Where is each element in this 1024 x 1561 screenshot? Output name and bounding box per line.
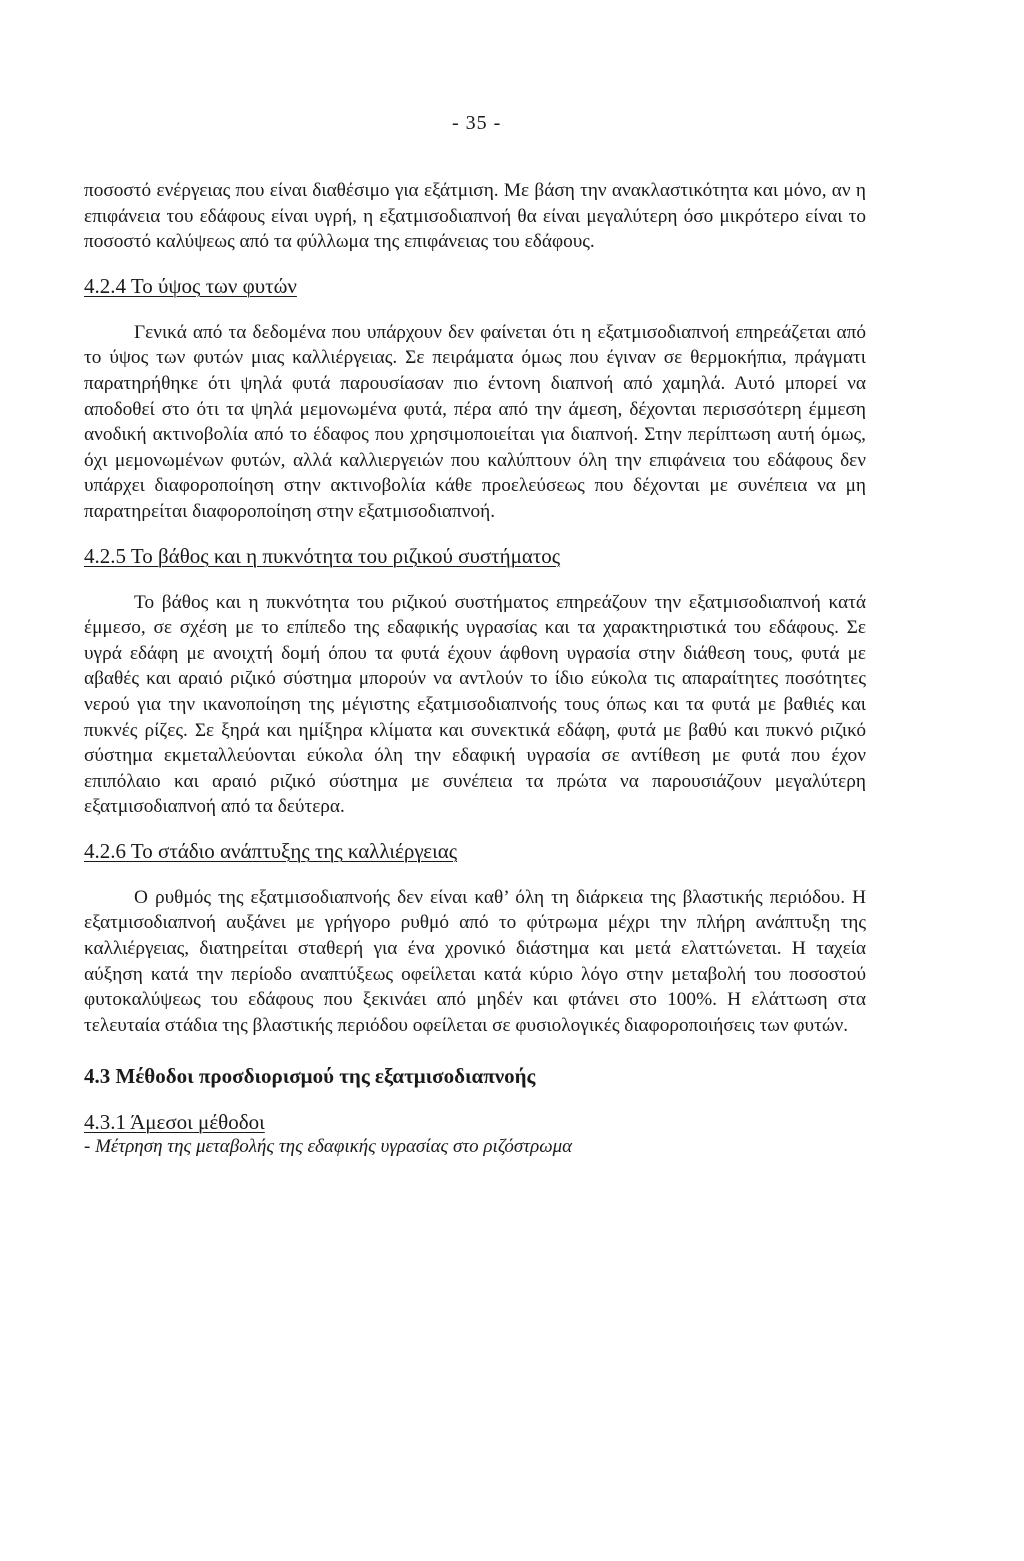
heading-4-3: 4.3 Μέθοδοι προσδιορισμού της εξατμισοδιαπνοής — [84, 1064, 536, 1089]
intro-paragraph: ποσοστό ενέργειας που είναι διαθέσιμο για εξάτμιση. Με βάση την ανακλαστικότητα και μόνο, αν η επιφάνεια του εδάφους είναι υγρή, η εξατμισοδιαπνοή θα είναι μεγαλύτερη όσο μικρότερο είναι το ποσοστό καλύψεως από τα φύλλωμα της επιφάνειας του εδάφους. — [84, 180, 866, 253]
page-number: - 35 - — [452, 112, 502, 134]
heading-4-3-1: 4.3.1 Άμεσοι μέθοδοι — [84, 1110, 265, 1135]
heading-4-2-6: 4.2.6 Το στάδιο ανάπτυξης της καλλιέργειας — [84, 838, 458, 863]
list-item: - Μέτρηση της μεταβολής της εδαφικής υγρασίας στο ριζόστρωμα — [84, 1136, 573, 1158]
heading-4-2-5: 4.2.5 Το βάθος και η πυκνότητα του ριζικού συστήματος — [84, 543, 561, 568]
paragraph-4-2-6: Ο ρυθμός της εξατμισοδιαπνοής δεν είναι καθ’ όλη τη διάρκεια της βλαστικής περιόδου. Η εξατμισοδιαπνοή αυξάνει με γρήγορο ρυθμό από το φύτρωμα μέχρι την πλήρη ανάπτυξη της καλλιέργειας, διατηρείται σταθερή για ένα χρονικό διάστημα και μετά ελαττώνεται. Η ταχεία αύξηση κατά την περίοδο αναπτύξεως οφείλεται κατά κύριο λόγο στην μεταβολή του ποσοστού φυτοκαλύψεως του εδάφους που ξεκινάει από μηδέν και φτάνει στο 100%. Η ελάττωση στα τελευταία στάδια της βλαστικής περιόδου οφείλεται σε φυσιολογικές διαφοροποιήσεις των φυτών. — [84, 886, 866, 1036]
document-body — [84, 178, 866, 1159]
paragraph-4-2-4: Γενικά από τα δεδομένα που υπάρχουν δεν φαίνεται ότι η εξατμισοδιαπνοή επηρεάζεται από το ύψος των φυτών μιας καλλιέργειας. Σε πειράματα όμως που έγιναν σε θερμοκήπια, πράγματι παρατηρήθηκε ότι ψηλά φυτά παρουσίασαν πιο έντονη διαπνοή από χαμηλά. Αυτό μπορεί να αποδοθεί στο ότι τα ψηλά μεμονωμένα φυτά, πέρα από την άμεση, δέχονται περισσότερη έμμεση ανοδική ακτινοβολία από το έδαφος που χρησιμοποιείται για διαπνοή. Στην περίπτωση αυτή όμως, όχι μεμονωμένων φυτών, αλλά καλλιεργειών που καλύπτουν όλη την επιφάνεια του εδάφους δεν υπάρχει διαφοροποίηση στην ακτινοβολία κάθε προελεύσεως που δέχονται με συνέπεια να μη παρατηρείται διαφοροποίηση στην εξατμισοδιαπνοή. — [84, 321, 866, 522]
paragraph-4-2-5: Το βάθος και η πυκνότητα του ριζικού συστήματος επηρεάζουν την εξατμισοδιαπνοή κατά έμμεσο, σε σχέση με το επίπεδο της εδαφικής υγρασίας και τα χαρακτηριστικά του εδάφους. Σε υγρά εδάφη με ανοιχτή δομή όπου τα φυτά έχουν άφθονη υγρασία στην διάθεση τους, φυτά με αβαθές και αραιό ριζικό σύστημα μπορούν να αντλούν το ίδιο εύκολα τις απαραίτητες ποσότητες νερού για την ικανοποίηση της μέγιστης εξατμισοδιαπνοής τους όπως και τα φυτά με βαθιές και πυκνές ρίζες. Σε ξηρά και ημίξηρα κλίματα και συνεκτικά εδάφη, φυτά με βαθύ και πυκνό ριζικό σύστημα εκμεταλλεύονται εύκολα όλη την εδαφική υγρασία σε αντίθεση με φυτά που έχον επιπόλαιο και αραιό ριζικό σύστημα με συνέπεια τα πρώτα να παρουσιάζουν μεγαλύτερη εξατμισοδιαπνοή από τα δεύτερα. — [84, 591, 866, 818]
heading-4-2-4: 4.2.4 Το ύψος των φυτών — [84, 273, 297, 298]
